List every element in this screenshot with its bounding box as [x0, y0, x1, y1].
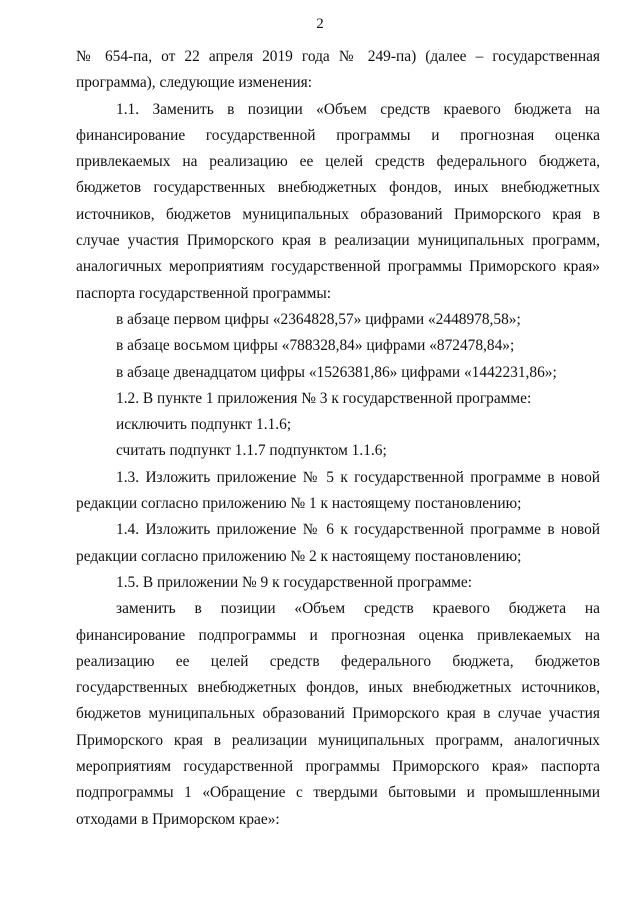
paragraph-item-1-5: 1.5. В приложении № 9 к государственной программе: — [116, 573, 473, 591]
paragraph-renumber-subitem: считать подпункт 1.1.7 подпунктом 1.1.6; — [116, 442, 387, 460]
paragraph-item-1-4: 1.4. Изложить приложение № 6 к государственной программе в новой редакции согласно приложению № 2 к настоящему постановлению; — [76, 521, 600, 565]
paragraph-replace-position: заменить в позиции «Объем средств краевого бюджета на финансирование подпрограммы и прогнозная оценка привлекаемых на реализацию ее целей средств федерального бюджета, бюджетов государственных внебюджетных фондов, иных внебюджетных источников, бюджетов муниципальных образований Приморского края в случае участия Приморского края в реализации муниципальных программ, аналогичных мероприятиям государственной программы Приморского края» паспорта подпрограммы 1 «Обращение с твердыми бытовыми и промышленными отходами в Приморском крае»: — [76, 600, 600, 828]
paragraph-item-1-2: 1.2. В пункте 1 приложения № 3 к государственной программе: — [116, 389, 532, 407]
page-number: 2 — [316, 16, 324, 32]
paragraph-intro-continuation: № 654-па, от 22 апреля 2019 года № 249-па) (далее – государственная программа), следующие изменения: — [76, 48, 600, 92]
document-body — [76, 44, 600, 833]
paragraph-item-1-3: 1.3. Изложить приложение № 5 к государственной программе в новой редакции согласно приложению № 1 к настоящему постановлению; — [76, 468, 600, 513]
paragraph-item-1-1: 1.1. Заменить в позиции «Объем средств краевого бюджета на финансирование государственной программы и прогнозная оценка привлекаемых на реализацию ее целей средств федерального бюджета, бюджетов государственных внебюджетных фондов, иных внебюджетных источников, бюджетов муниципальных образований Приморского края в случае участия Приморского края в реализации муниципальных программ, аналогичных мероприятиям государственной программы Приморского края» паспорта государственной программы: — [76, 100, 600, 302]
paragraph-abzac-eighth: в абзаце восьмом цифры «788328,84» цифрами «872478,84»; — [116, 337, 515, 355]
paragraph-abzac-twelfth: в абзаце двенадцатом цифры «1526381,86» цифрами «1442231,86»; — [116, 363, 557, 381]
paragraph-abzac-first: в абзаце первом цифры «2364828,57» цифрами «2448978,58»; — [116, 310, 521, 328]
paragraph-exclude-subitem: исключить подпункт 1.1.6; — [116, 416, 292, 434]
